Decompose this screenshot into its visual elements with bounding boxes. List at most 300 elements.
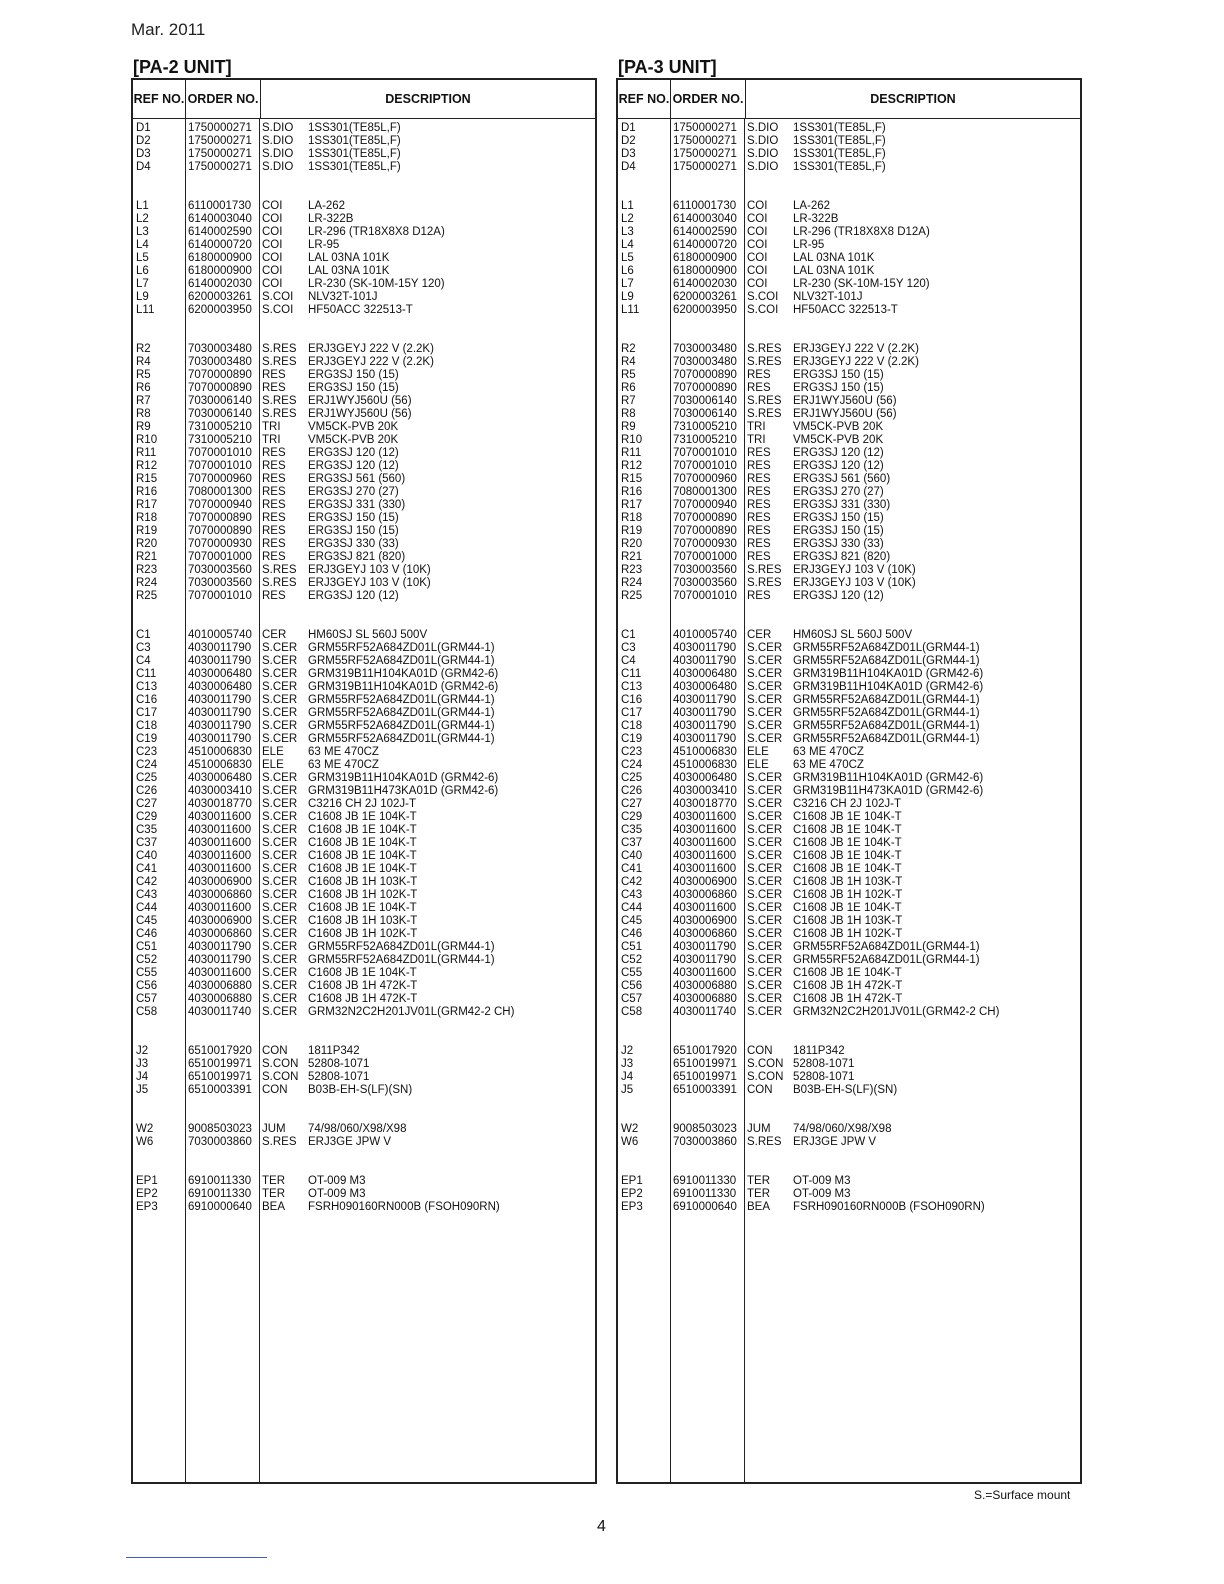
order-no-cell: 1750000271 [188, 122, 252, 134]
table-row [618, 941, 1080, 954]
order-no-cell: 7030003480 [673, 343, 737, 355]
header-order-no: ORDER NO. [186, 80, 261, 118]
table-row [618, 629, 1080, 642]
description-cell: ERG3SJ 150 (15) [308, 525, 399, 537]
description-cell: HF50ACC 322513-T [308, 304, 413, 316]
ref-no-cell: C25 [136, 772, 158, 784]
description-cell: ERG3SJ 120 (12) [308, 590, 399, 602]
description-cell: LR-296 (TR18X8X8 D12A) [308, 226, 445, 238]
page-number: 4 [597, 1518, 606, 1535]
ref-no-cell: C18 [136, 720, 158, 732]
ref-no-cell: C58 [136, 1006, 158, 1018]
description-cell: C1608 JB 1H 472K-T [308, 993, 418, 1005]
description-cell: ERG3SJ 270 (27) [793, 486, 884, 498]
table-row [618, 1175, 1080, 1188]
part-type-cell: S.DIO [262, 148, 294, 160]
description-cell: 63 ME 470CZ [793, 759, 864, 771]
description-cell: GRM55RF52A684ZD01L(GRM44-1) [793, 733, 980, 745]
ref-no-cell: C37 [136, 837, 158, 849]
order-no-cell: 6180000900 [188, 252, 252, 264]
part-type-cell: S.CON [747, 1071, 784, 1083]
part-type-cell: COI [747, 252, 768, 264]
part-type-cell: S.CER [747, 668, 783, 680]
order-no-cell: 4030018770 [188, 798, 252, 810]
description-cell: 74/98/060/X98/X98 [793, 1123, 892, 1135]
part-type-cell: S.CER [262, 681, 298, 693]
description-cell: ERG3SJ 330 (33) [793, 538, 884, 550]
table-row [618, 837, 1080, 850]
description-cell: C1608 JB 1H 102K-T [793, 928, 903, 940]
table-row [618, 850, 1080, 863]
order-no-cell: 6180000900 [188, 265, 252, 277]
description-cell: LAL 03NA 101K [308, 252, 390, 264]
ref-no-cell: C41 [621, 863, 643, 875]
ref-no-cell: C4 [621, 655, 636, 667]
order-no-cell: 4030011790 [188, 941, 252, 953]
order-no-cell: 6510003391 [673, 1084, 737, 1096]
order-no-cell: 7310005210 [673, 434, 737, 446]
group-spacer [618, 603, 1080, 629]
order-no-cell: 7070000890 [673, 369, 737, 381]
part-type-cell: S.CER [747, 850, 783, 862]
parts-table [131, 78, 597, 1484]
table-row [618, 122, 1080, 135]
description-cell: ERG3SJ 150 (15) [793, 512, 884, 524]
ref-no-cell: D4 [621, 161, 636, 173]
part-type-cell: S.CER [747, 928, 783, 940]
ref-no-cell: C52 [621, 954, 643, 966]
ref-no-cell: C57 [136, 993, 158, 1005]
order-no-cell: 7030003560 [673, 564, 737, 576]
table-row [618, 785, 1080, 798]
order-no-cell: 7030003480 [188, 356, 252, 368]
description-cell: GRM319B11H104KA01D (GRM42-6) [793, 681, 984, 693]
ref-no-cell: EP2 [136, 1188, 158, 1200]
order-no-cell: 7070000890 [188, 525, 252, 537]
table-row [133, 759, 595, 772]
ref-no-cell: L9 [621, 291, 634, 303]
part-type-cell: TER [747, 1175, 770, 1187]
description-cell: OT-009 M3 [793, 1175, 851, 1187]
order-no-cell: 6140000720 [673, 239, 737, 251]
table-row [618, 1188, 1080, 1201]
header-description: DESCRIPTION [385, 92, 471, 106]
order-no-cell: 7030003560 [188, 577, 252, 589]
part-type-cell: RES [262, 538, 286, 550]
part-type-cell: TER [262, 1175, 285, 1187]
part-type-cell: S.CER [262, 941, 298, 953]
description-cell: ERG3SJ 821 (820) [793, 551, 891, 563]
ref-no-cell: C24 [136, 759, 158, 771]
table-row [618, 499, 1080, 512]
ref-no-cell: C3 [136, 642, 151, 654]
table-row [618, 655, 1080, 668]
table-row [133, 733, 595, 746]
unit-title: [PA-2 UNIT] [133, 57, 232, 77]
order-no-cell: 4030006860 [188, 889, 252, 901]
part-type-cell: S.CER [747, 902, 783, 914]
table-row [618, 239, 1080, 252]
description-cell: ERG3SJ 821 (820) [308, 551, 406, 563]
order-no-cell: 7070001010 [188, 590, 252, 602]
order-no-cell: 4030011790 [188, 720, 252, 732]
table-row [618, 447, 1080, 460]
ref-no-cell: C29 [136, 811, 158, 823]
ref-no-cell: R10 [621, 434, 643, 446]
description-cell: C1608 JB 1H 103K-T [308, 915, 418, 927]
order-no-cell: 6180000900 [673, 265, 737, 277]
part-type-cell: S.CER [262, 850, 298, 862]
ref-no-cell: R20 [621, 538, 643, 550]
order-no-cell: 1750000271 [188, 135, 252, 147]
description-cell: OT-009 M3 [793, 1188, 851, 1200]
ref-no-cell: R11 [136, 447, 157, 459]
part-type-cell: S.DIO [262, 161, 294, 173]
table-row [133, 1071, 595, 1084]
order-no-cell: 6140002590 [188, 226, 252, 238]
part-type-cell: S.CER [747, 642, 783, 654]
table-row [133, 512, 595, 525]
ref-no-cell: C52 [136, 954, 158, 966]
order-no-cell: 4030003410 [188, 785, 252, 797]
table-body [133, 122, 595, 1214]
order-no-cell: 7070001010 [673, 590, 737, 602]
description-cell: GRM32N2C2H201JV01L(GRM42-2 CH) [793, 1006, 1000, 1018]
description-cell: 52808-1071 [308, 1071, 370, 1083]
ref-no-cell: R15 [621, 473, 643, 485]
group-spacer [133, 317, 595, 343]
table-row [133, 655, 595, 668]
order-no-cell: 4030011790 [188, 707, 252, 719]
description-cell: B03B-EH-S(LF)(SN) [308, 1084, 413, 1096]
part-type-cell: S.CER [262, 720, 298, 732]
order-no-cell: 4030011790 [673, 642, 737, 654]
table-row [618, 213, 1080, 226]
table-row [133, 785, 595, 798]
ref-no-cell: C51 [621, 941, 643, 953]
description-cell: C1608 JB 1E 104K-T [308, 811, 417, 823]
order-no-cell: 4030006880 [188, 993, 252, 1005]
ref-no-cell: R21 [621, 551, 643, 563]
ref-no-cell: J4 [621, 1071, 634, 1083]
description-cell: GRM55RF52A684ZD01L(GRM44-1) [308, 720, 495, 732]
ref-no-cell: L2 [136, 213, 149, 225]
ref-no-cell: C23 [621, 746, 643, 758]
description-cell: GRM319B11H473KA01D (GRM42-6) [793, 785, 984, 797]
part-type-cell: TRI [262, 421, 281, 433]
table-row [133, 200, 595, 213]
table-row [133, 304, 595, 317]
description-cell: 52808-1071 [793, 1071, 855, 1083]
table-row [618, 1084, 1080, 1097]
table-row [133, 395, 595, 408]
part-type-cell: RES [262, 382, 286, 394]
description-cell: ERG3SJ 331 (330) [793, 499, 891, 511]
header-order-no: ORDER NO. [671, 80, 746, 118]
ref-no-cell: R6 [621, 382, 636, 394]
table-row [133, 590, 595, 603]
order-no-cell: 4510006830 [188, 759, 252, 771]
part-type-cell: RES [262, 460, 286, 472]
table-row [618, 733, 1080, 746]
part-type-cell: S.CER [262, 876, 298, 888]
part-type-cell: S.CER [262, 811, 298, 823]
order-no-cell: 4030011790 [188, 642, 252, 654]
table-row [133, 226, 595, 239]
description-cell: ERG3SJ 270 (27) [308, 486, 399, 498]
table-row [618, 876, 1080, 889]
table-body [618, 122, 1080, 1214]
order-no-cell: 4030011600 [673, 863, 737, 875]
description-cell: GRM55RF52A684ZD01L(GRM44-1) [308, 733, 495, 745]
description-cell: ERG3SJ 331 (330) [308, 499, 406, 511]
part-type-cell: S.CER [262, 642, 298, 654]
description-cell: 1SS301(TE85L,F) [793, 148, 886, 160]
description-cell: GRM319B11H104KA01D (GRM42-6) [308, 772, 499, 784]
order-no-cell: 4030006480 [188, 772, 252, 784]
ref-no-cell: C43 [621, 889, 643, 901]
order-no-cell: 7030006140 [673, 395, 737, 407]
description-cell: 1SS301(TE85L,F) [308, 161, 401, 173]
table-row [618, 512, 1080, 525]
order-no-cell: 4030006860 [673, 889, 737, 901]
table-row [618, 993, 1080, 1006]
table-row [618, 343, 1080, 356]
description-cell: GRM55RF52A684ZD01L(GRM44-1) [793, 694, 980, 706]
part-type-cell: S.CER [262, 785, 298, 797]
part-type-cell: COI [262, 226, 283, 238]
table-row [133, 876, 595, 889]
description-cell: ERG3SJ 120 (12) [793, 590, 884, 602]
ref-no-cell: C44 [136, 902, 158, 914]
description-cell: GRM319B11H104KA01D (GRM42-6) [793, 668, 984, 680]
order-no-cell: 4030011790 [673, 694, 737, 706]
ref-no-cell: C43 [136, 889, 158, 901]
ref-no-cell: L7 [136, 278, 149, 290]
table-row [618, 473, 1080, 486]
description-cell: GRM55RF52A684ZD01L(GRM44-1) [793, 720, 980, 732]
part-type-cell: S.COI [747, 304, 779, 316]
ref-no-cell: R20 [136, 538, 158, 550]
order-no-cell: 6910011330 [673, 1188, 737, 1200]
description-cell: ERJ3GEYJ 222 V (2.2K) [793, 356, 919, 368]
order-no-cell: 4030006880 [673, 993, 737, 1005]
order-no-cell: 7030003860 [673, 1136, 737, 1148]
order-no-cell: 4030011600 [673, 837, 737, 849]
table-row [133, 369, 595, 382]
group-spacer [133, 1149, 595, 1175]
description-cell: ERJ3GE JPW V [793, 1136, 877, 1148]
order-no-cell: 6910011330 [673, 1175, 737, 1187]
part-type-cell: S.RES [262, 564, 297, 576]
table-row [618, 824, 1080, 837]
table-row [133, 694, 595, 707]
part-type-cell: S.RES [262, 577, 297, 589]
description-cell: C1608 JB 1H 103K-T [793, 876, 903, 888]
part-type-cell: COI [262, 252, 283, 264]
order-no-cell: 4030011790 [188, 954, 252, 966]
table-row [133, 707, 595, 720]
order-no-cell: 4030006900 [188, 915, 252, 927]
parts-table [616, 78, 1082, 1484]
part-type-cell: S.CER [747, 785, 783, 797]
description-cell: C1608 JB 1H 102K-T [308, 928, 418, 940]
footer-rule [126, 1557, 267, 1558]
order-no-cell: 6180000900 [673, 252, 737, 264]
order-no-cell: 4030011790 [188, 694, 252, 706]
ref-no-cell: L6 [136, 265, 149, 277]
description-cell: C1608 JB 1E 104K-T [793, 967, 902, 979]
ref-no-cell: R2 [621, 343, 636, 355]
table-row [618, 486, 1080, 499]
table-row [618, 590, 1080, 603]
table-row [133, 434, 595, 447]
table-row [618, 460, 1080, 473]
part-type-cell: S.CER [747, 681, 783, 693]
table-row [133, 629, 595, 642]
table-row [133, 1084, 595, 1097]
table-row [133, 538, 595, 551]
table-row [133, 668, 595, 681]
table-row [133, 902, 595, 915]
ref-no-cell: D4 [136, 161, 151, 173]
description-cell: ERJ1WYJ560U (56) [793, 395, 897, 407]
part-type-cell: RES [747, 382, 771, 394]
ref-no-cell: L1 [621, 200, 634, 212]
order-no-cell: 7070001010 [188, 460, 252, 472]
order-no-cell: 6110001730 [188, 200, 252, 212]
part-type-cell: S.CER [262, 1006, 298, 1018]
order-no-cell: 7030003560 [673, 577, 737, 589]
order-no-cell: 4030011790 [673, 733, 737, 745]
table-row [618, 1123, 1080, 1136]
header-description: DESCRIPTION [870, 92, 956, 106]
ref-no-cell: C27 [136, 798, 158, 810]
order-no-cell: 4030011790 [188, 655, 252, 667]
part-type-cell: S.CON [747, 1058, 784, 1070]
description-cell: LAL 03NA 101K [793, 265, 875, 277]
table-row [618, 1201, 1080, 1214]
part-type-cell: RES [262, 486, 286, 498]
part-type-cell: S.CER [262, 668, 298, 680]
ref-no-cell: C19 [621, 733, 643, 745]
description-cell: GRM55RF52A684ZD01L(GRM44-1) [308, 707, 495, 719]
ref-no-cell: R8 [136, 408, 151, 420]
order-no-cell: 7070000890 [188, 512, 252, 524]
table-row [618, 395, 1080, 408]
part-type-cell: S.CER [747, 941, 783, 953]
part-type-cell: TER [747, 1188, 770, 1200]
ref-no-cell: C4 [136, 655, 151, 667]
table-row [618, 863, 1080, 876]
table-row [133, 252, 595, 265]
description-cell: ERG3SJ 150 (15) [308, 382, 399, 394]
table-row [618, 421, 1080, 434]
order-no-cell: 6910011330 [188, 1175, 252, 1187]
order-no-cell: 6140003040 [188, 213, 252, 225]
surface-mount-note: S.=Surface mount [974, 1488, 1071, 1502]
order-no-cell: 4030003410 [673, 785, 737, 797]
ref-no-cell: C11 [136, 668, 157, 680]
ref-no-cell: R10 [136, 434, 158, 446]
table-row [618, 889, 1080, 902]
order-no-cell: 4030011740 [673, 1006, 737, 1018]
table-header [618, 80, 1080, 119]
ref-no-cell: J2 [621, 1045, 634, 1057]
ref-no-cell: R7 [136, 395, 151, 407]
table-row [133, 837, 595, 850]
description-cell: C1608 JB 1E 104K-T [793, 902, 902, 914]
ref-no-cell: D1 [621, 122, 636, 134]
order-no-cell: 4030006480 [673, 681, 737, 693]
order-no-cell: 7070000940 [188, 499, 252, 511]
order-no-cell: 7030003860 [188, 1136, 252, 1148]
ref-no-cell: C29 [621, 811, 643, 823]
table-row [618, 200, 1080, 213]
order-no-cell: 4030011600 [188, 902, 252, 914]
table-row [133, 993, 595, 1006]
unit-title: [PA-3 UNIT] [618, 57, 717, 77]
order-no-cell: 4030011600 [188, 863, 252, 875]
table-row [618, 1045, 1080, 1058]
order-no-cell: 4030011740 [188, 1006, 252, 1018]
part-type-cell: S.CER [747, 1006, 783, 1018]
part-type-cell: RES [747, 551, 771, 563]
part-type-cell: S.CER [262, 655, 298, 667]
ref-no-cell: C26 [136, 785, 158, 797]
part-type-cell: S.CER [747, 811, 783, 823]
part-type-cell: S.CER [747, 954, 783, 966]
order-no-cell: 7070000890 [188, 382, 252, 394]
part-type-cell: S.CER [262, 993, 298, 1005]
ref-no-cell: W6 [136, 1136, 154, 1148]
ref-no-cell: C55 [136, 967, 158, 979]
part-type-cell: RES [262, 590, 286, 602]
table-row [618, 551, 1080, 564]
part-type-cell: RES [747, 499, 771, 511]
ref-no-cell: C41 [136, 863, 158, 875]
part-type-cell: ELE [747, 746, 769, 758]
description-cell: ERJ3GEYJ 222 V (2.2K) [308, 356, 434, 368]
description-cell: GRM55RF52A684ZD01L(GRM44-1) [308, 655, 495, 667]
ref-no-cell: EP2 [621, 1188, 643, 1200]
description-cell: ERG3SJ 150 (15) [308, 512, 399, 524]
description-cell: LR-95 [793, 239, 825, 251]
description-cell: C1608 JB 1H 472K-T [308, 980, 418, 992]
description-cell: GRM55RF52A684ZD01L(GRM44-1) [308, 694, 495, 706]
table-row [618, 226, 1080, 239]
part-type-cell: S.CER [262, 837, 298, 849]
table-row [133, 1188, 595, 1201]
order-no-cell: 7070001000 [188, 551, 252, 563]
part-type-cell: S.RES [747, 1136, 782, 1148]
part-type-cell: S.RES [747, 395, 782, 407]
table-row [618, 967, 1080, 980]
description-cell: C1608 JB 1E 104K-T [308, 850, 417, 862]
description-cell: ERJ3GEYJ 103 V (10K) [793, 564, 916, 576]
table-row [133, 954, 595, 967]
part-type-cell: S.CER [747, 655, 783, 667]
order-no-cell: 7030003480 [188, 343, 252, 355]
description-cell: ERG3SJ 120 (12) [308, 447, 399, 459]
order-no-cell: 7070000940 [673, 499, 737, 511]
part-type-cell: S.RES [262, 343, 297, 355]
description-cell: 1SS301(TE85L,F) [793, 135, 886, 147]
description-cell: LR-230 (SK-10M-15Y 120) [793, 278, 930, 290]
part-type-cell: S.CER [747, 967, 783, 979]
description-cell: C1608 JB 1E 104K-T [793, 811, 902, 823]
ref-no-cell: L11 [136, 304, 155, 316]
